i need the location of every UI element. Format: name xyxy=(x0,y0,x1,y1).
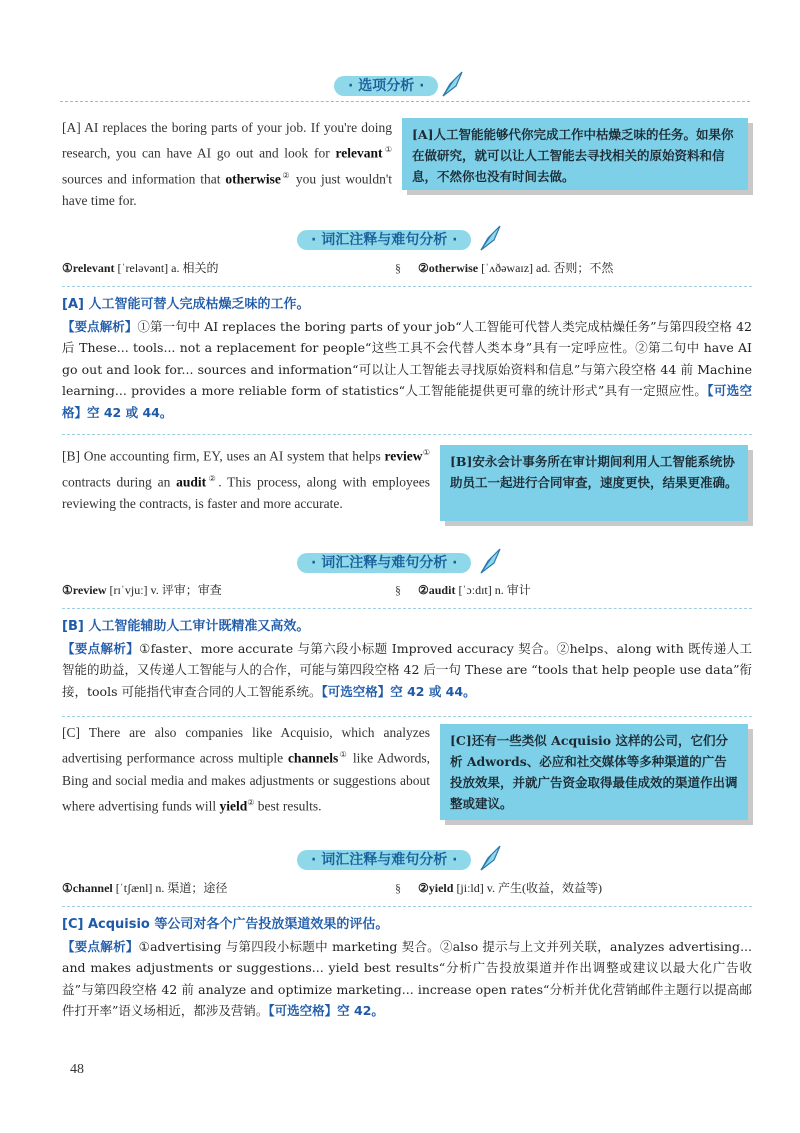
quill-pen-icon xyxy=(478,224,504,252)
paragraph-c: [C] There are also companies like Acquisio, which analyzes advertising performance across multiple channels① like Adwords, Bing and social media and makes adjustments or suggestions about where advertising funds will yield② best results. xyxy=(62,725,430,813)
analysis-a: [A] 人工智能可替人完成枯燥乏味的工作。 【要点解析】①第一句中 AI replaces the boring parts of your job“人工智能可代替人类完成枯燥任务”与第四段空格 42 后 These... tools... not a replacement for people“这些工具不会代替人类本身”具有一定呼应性。②第二句中 have AI go out and look for... sources and information“可以让人工智能去寻找原始资料和信息”与第六段空格 44 前 Machine learning... provides a more reliable form of statistics“人工智能能提供更可靠的统计形式”具有一定照应性。【可选空格】空 42 或 44。 xyxy=(62,294,752,423)
paragraph-b-translation: [B]安永会计事务所在审计期间利用人工智能系统协助员工一起进行合同审查，速度更快，结果更准确。 xyxy=(440,445,748,521)
analysis-c: [C] Acquisio 等公司对各个广告投放渠道效果的评估。 【要点解析】①advertising 与第四段小标题中 marketing 契合。②also 提示与上文并列关联，analyzes advertising... and makes adjustments or suggestions... yield best results“分析广告投放渠道并作出调整或建议以最大化广告收益”与第四段空格 42 前 analyze and optimize marketing... increase open rates“分析并优化营销邮件主题行以提高邮件打开率”语义场相近，都涉及营销。【可选空格】空 42。 xyxy=(62,914,752,1022)
section-title: · 选项分析 · xyxy=(334,76,438,96)
paragraph-b: [B] One accounting firm, EY, uses an AI system that helps review① contracts during an audit②. This process, along with employees reviewing the contracts, is faster and more accurate. xyxy=(62,448,430,511)
divider xyxy=(62,906,752,907)
section-title: · 词汇注释与难句分析 · xyxy=(297,553,471,573)
quill-pen-icon xyxy=(478,547,504,575)
paragraph-a-translation: [A]人工智能能够代你完成工作中枯燥乏味的任务。如果你在做研究，就可以让人工智能去寻找相关的原始资料和信息，不然你也没有时间去做。 xyxy=(402,118,748,190)
paragraph-c-translation: [C]还有一些类似 Acquisio 这样的公司，它们分析 Adwords、必应和社交媒体等多种渠道的广告投放效果，并就广告资金取得最佳成效的渠道作出调整或建议。 xyxy=(440,724,748,820)
divider xyxy=(62,716,752,717)
analysis-title: [B] 人工智能辅助人工审计既精准又高效。 xyxy=(62,619,310,634)
section-divider xyxy=(60,101,750,102)
quill-pen-icon xyxy=(440,70,466,98)
divider xyxy=(62,286,752,287)
paragraph-a: [A] AI replaces the boring parts of your job. If you're doing research, you can have AI go out and look for relevant① sources and information that otherwise② you just wouldn't have time for. xyxy=(62,120,392,208)
analysis-b: [B] 人工智能辅助人工审计既精准又高效。 【要点解析】①faster、more accurate 与第六段小标题 Improved accuracy 契合。②helps、along with 既传递人工智能的助益，又传递人工智能与人的合作，可能与第四段空格 42 后一句 These are “tools that help people use data”衔接，tools 可能指代审查合同的人工智能系统。【可选空格】空 42 或 44。 xyxy=(62,616,752,702)
divider xyxy=(62,608,752,609)
analysis-title: [C] Acquisio 等公司对各个广告投放渠道效果的评估。 xyxy=(62,917,389,932)
vocab-header-1 xyxy=(0,226,800,256)
analysis-title: [A] 人工智能可替人完成枯燥乏味的工作。 xyxy=(62,297,310,312)
section-title: · 词汇注释与难句分析 · xyxy=(297,850,471,870)
page-number: 48 xyxy=(70,1062,84,1077)
option-analysis-header xyxy=(0,72,800,102)
vocab-header-2 xyxy=(0,549,800,579)
divider xyxy=(62,434,752,435)
vocab-header-3 xyxy=(0,846,800,876)
section-title: · 词汇注释与难句分析 · xyxy=(297,230,471,250)
quill-pen-icon xyxy=(478,844,504,872)
